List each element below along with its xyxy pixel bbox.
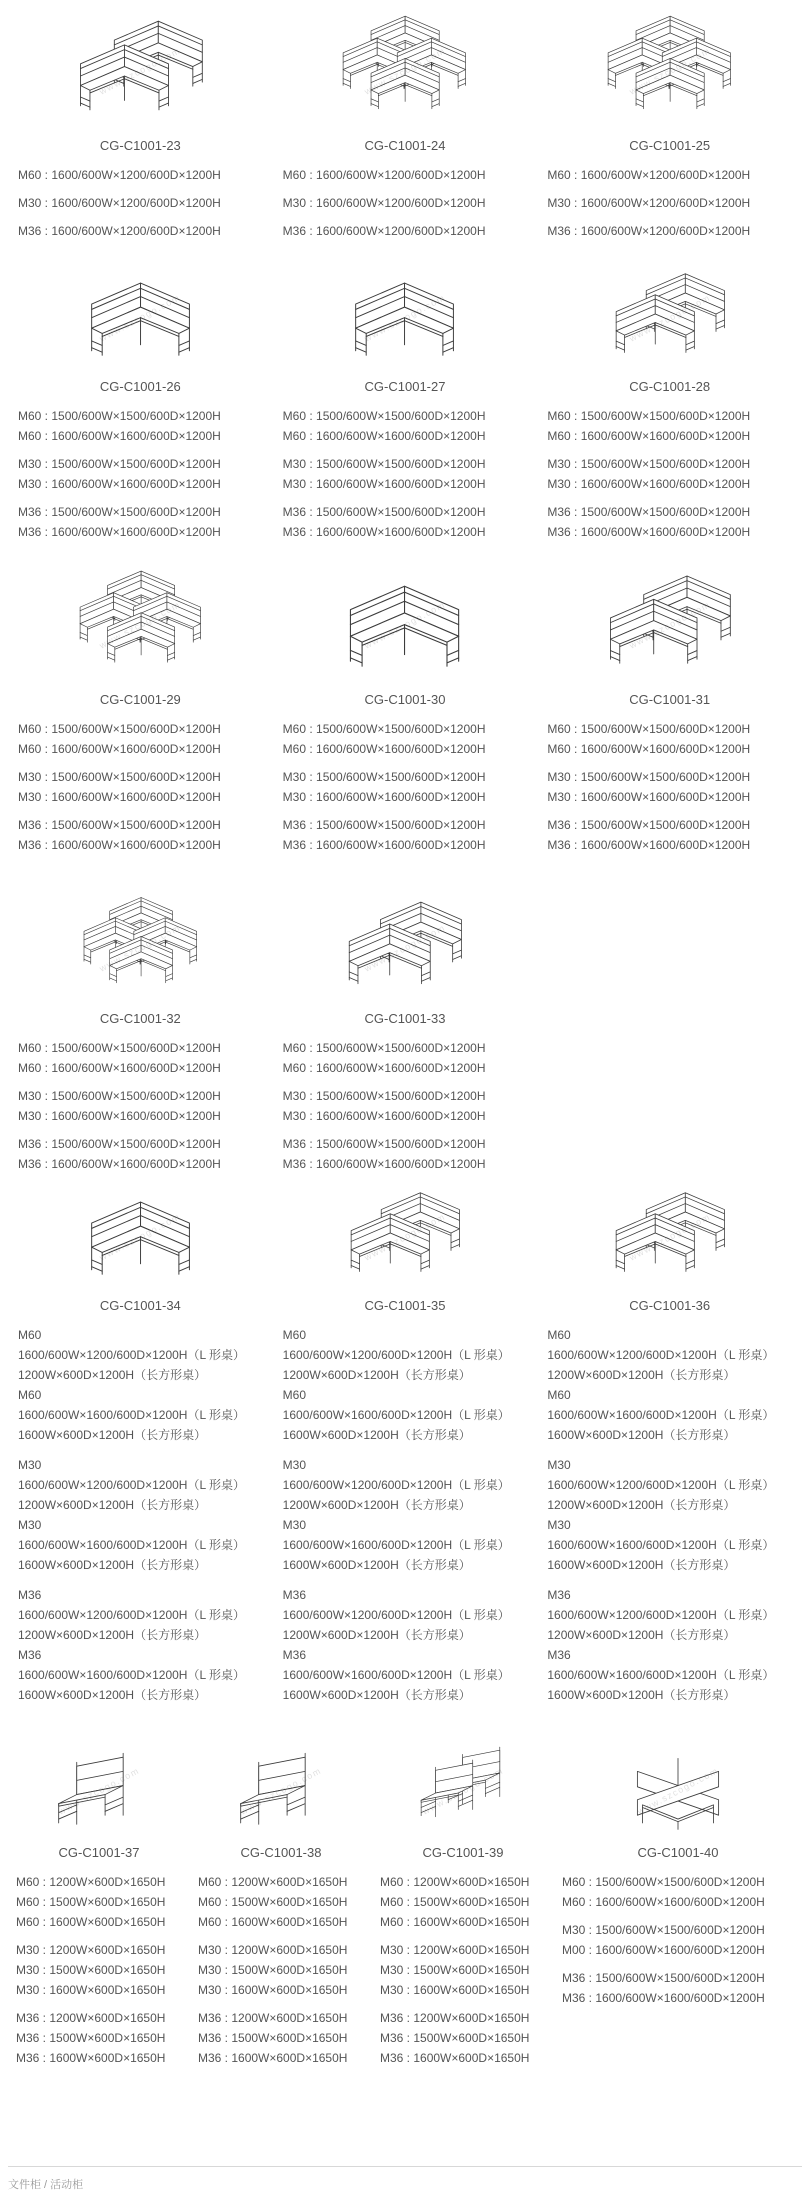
spec-line: M60 : 1200W×600D×1650H — [198, 1875, 348, 1889]
spec-line: 1600/600W×1600/600D×1200H（L 形桌） — [18, 1668, 246, 1682]
spec-group — [547, 719, 796, 759]
product-specs — [14, 1325, 267, 1705]
product-card — [273, 556, 538, 855]
spec-line: M30 : 1600/600W×1600/600D×1200H — [282, 1109, 486, 1123]
spec-line: M36 : 1200W×600D×1650H — [380, 2011, 530, 2025]
spec-line: 1600/600W×1600/600D×1200H（L 形桌） — [547, 1408, 775, 1422]
spec-line: M60 : 1200W×600D×1650H — [380, 1875, 530, 1889]
spec-group — [283, 767, 532, 807]
spec-group — [283, 193, 532, 213]
spec-line: M30 — [18, 1518, 42, 1532]
spec-line: M36 : 1500/600W×1500/600D×1200H — [282, 1137, 486, 1151]
spec-line: M60 : 1600/600W×1600/600D×1200H — [547, 429, 751, 443]
spec-line: M60 — [18, 1328, 42, 1342]
watermark: www.szcogo.com — [98, 1211, 183, 1263]
spec-line: M30 : 1200W×600D×1650H — [380, 1943, 530, 1957]
spec-line: M30 : 1500/600W×1500/600D×1200H — [547, 770, 751, 784]
spec-line: M36 : 1500/600W×1500/600D×1200H — [547, 818, 751, 832]
spec-group — [547, 193, 796, 213]
spec-line: M36 : 1600/600W×1600/600D×1200H — [547, 525, 751, 539]
l-workstation-illustration — [279, 255, 532, 367]
spec-line: 1600/600W×1200/600D×1200H（L 形桌） — [18, 1478, 246, 1492]
product-row — [0, 883, 810, 1174]
spec-line: M36 : 1600/600W×1600/600D×1200H — [282, 1157, 486, 1171]
product-code: CG-C1001-35 — [364, 1298, 446, 1313]
spec-line: M36 : 1600/600W×1600/600D×1200H — [282, 838, 486, 852]
spec-line: M36 : 1500/600W×1500/600D×1200H — [18, 505, 221, 519]
spec-group — [283, 1325, 532, 1445]
watermark: www.szcogo.com — [98, 44, 183, 97]
spec-group — [18, 1585, 267, 1705]
product-specs — [14, 719, 267, 855]
spec-group — [283, 1038, 532, 1078]
watermark: www.szcogo.com — [98, 922, 183, 974]
spec-line: M60 : 1600/600W×1600/600D×1200H — [18, 1061, 221, 1075]
spec-line: M30 : 1500/600W×1500/600D×1200H — [18, 1089, 221, 1103]
spec-group — [18, 1134, 267, 1174]
product-specs — [279, 1325, 532, 1705]
product-specs — [194, 1872, 368, 2068]
spec-line: M30 : 1600/600W×1600/600D×1200H — [547, 477, 751, 491]
product-specs — [279, 1038, 532, 1174]
product-specs — [279, 406, 532, 542]
spec-line: M30 — [282, 1458, 307, 1472]
spec-line: M60 : 1500W×600D×1650H — [16, 1895, 166, 1909]
spec-group — [547, 1455, 796, 1575]
spec-line: M60 — [18, 1388, 42, 1402]
spec-line: 1600W×600D×1200H（长方形桌） — [547, 1428, 736, 1442]
spec-line: M36 : 1200W×600D×1650H — [16, 2011, 166, 2025]
spec-group — [18, 221, 267, 241]
spec-line: M36 : 1500/600W×1500/600D×1200H — [562, 1971, 765, 1985]
spec-line: 1200W×600D×1200H（长方形桌） — [547, 1498, 736, 1512]
spec-line: M60 : 1500/600W×1500/600D×1200H — [18, 1041, 221, 1055]
product-code: CG-C1001-23 — [99, 138, 181, 153]
spec-group — [18, 1325, 267, 1445]
product-card — [8, 255, 273, 542]
product-code: CG-C1001-34 — [99, 1298, 181, 1313]
spec-line: 1600/600W×1200/600D×1200H（L 形桌） — [282, 1478, 510, 1492]
product-code: CG-C1001-39 — [422, 1845, 504, 1860]
product-card — [8, 0, 273, 241]
product-row — [0, 0, 810, 241]
spec-line: M30 : 1600/600W×1200/600D×1200H — [18, 196, 221, 210]
product-card — [273, 255, 538, 542]
product-specs — [543, 719, 796, 855]
spec-group — [18, 1038, 267, 1078]
spec-line: M60 : 1600/600W×1600/600D×1200H — [282, 429, 486, 443]
product-code: CG-C1001-36 — [629, 1298, 711, 1313]
l-workstation-cluster-2-illustration — [279, 883, 532, 999]
spec-group — [283, 1134, 532, 1174]
spec-group — [380, 2008, 550, 2068]
spec-line: 1600/600W×1600/600D×1200H（L 形桌） — [282, 1538, 510, 1552]
product-code: CG-C1001-37 — [58, 1845, 140, 1860]
straight-desk-high-screen-illustration — [12, 1737, 186, 1833]
spec-line: 1600/600W×1200/600D×1200H（L 形桌） — [547, 1608, 775, 1622]
spec-line: M60 : 1500/600W×1500/600D×1200H — [18, 722, 221, 736]
spec-line: M36 : 1500W×600D×1650H — [198, 2031, 348, 2045]
spec-group — [18, 1086, 267, 1126]
spec-line: M60 : 1600/600W×1600/600D×1200H — [18, 742, 221, 756]
product-code: CG-C1001-40 — [637, 1845, 719, 1860]
spec-line: M60 — [547, 1328, 571, 1342]
spec-line: M60 — [282, 1388, 307, 1402]
footer-category-label: 文件柜 / 活动柜 — [8, 2179, 84, 2191]
spec-group — [283, 165, 532, 185]
l-workstation-cluster-2-illustration — [543, 556, 796, 680]
straight-desk-pair-high-screen-illustration — [376, 1737, 550, 1833]
spec-line: M30 : 1500/600W×1500/600D×1200H — [18, 457, 221, 471]
spec-line: M30 : 1600/600W×1200/600D×1200H — [547, 196, 751, 210]
spec-group — [547, 221, 796, 241]
l-workstation-cluster-4-illustration — [543, 0, 796, 126]
spec-line: M36 : 1500/600W×1500/600D×1200H — [282, 505, 486, 519]
spec-line: 1600/600W×1600/600D×1200H（L 形桌） — [18, 1538, 246, 1552]
product-card — [190, 1737, 372, 2068]
spec-line: 1200W×600D×1200H（长方形桌） — [282, 1498, 471, 1512]
spec-line: 1600/600W×1600/600D×1200H（L 形桌） — [547, 1538, 775, 1552]
spec-line: 1600W×600D×1200H（长方形桌） — [18, 1558, 207, 1572]
spec-group — [18, 406, 267, 446]
spec-line: M30 : 1500W×600D×1650H — [380, 1963, 530, 1977]
l-workstation-illustration — [279, 556, 532, 680]
spec-line: 1600/600W×1600/600D×1200H（L 形桌） — [282, 1668, 510, 1682]
product-code: CG-C1001-38 — [240, 1845, 322, 1860]
l-workstation-illustration — [14, 1174, 267, 1286]
spec-line: M36 : 1600W×600D×1650H — [198, 2051, 348, 2065]
spec-group — [16, 2008, 186, 2068]
product-specs — [279, 165, 532, 241]
spec-line: M36 — [547, 1648, 571, 1662]
product-specs — [543, 165, 796, 241]
spec-line: M36 : 1600/600W×1600/600D×1200H — [18, 1157, 221, 1171]
spec-line: 1200W×600D×1200H（长方形桌） — [547, 1368, 736, 1382]
spec-group — [283, 221, 532, 241]
spec-group — [283, 454, 532, 494]
spec-line: 1200W×600D×1200H（长方形桌） — [18, 1498, 207, 1512]
spec-group — [16, 1940, 186, 2000]
spec-line: M36 : 1500/600W×1500/600D×1200H — [547, 505, 751, 519]
spec-line: M30 : 1500/600W×1500/600D×1200H — [562, 1923, 765, 1937]
spec-group — [547, 1325, 796, 1445]
spec-line: M60 : 1600/600W×1200/600D×1200H — [18, 168, 221, 182]
spec-group — [562, 1920, 798, 1960]
product-card — [8, 883, 273, 1174]
spec-line: 1600W×600D×1200H（长方形桌） — [547, 1558, 736, 1572]
watermark: www.szcogo.com — [362, 922, 448, 974]
product-specs — [14, 165, 267, 241]
product-card — [8, 556, 273, 855]
spec-line: M36 — [282, 1588, 307, 1602]
spec-line: M60 : 1600/600W×1600/600D×1200H — [282, 742, 486, 756]
product-card — [273, 1174, 538, 1715]
spec-line: M30 : 1600W×600D×1650H — [16, 1983, 166, 1997]
l-workstation-cluster-2-illustration — [14, 0, 267, 126]
spec-line: M60 : 1600/600W×1200/600D×1200H — [547, 168, 751, 182]
product-code: CG-C1001-28 — [629, 379, 711, 394]
spec-group — [547, 1585, 796, 1705]
spec-line: M30 : 1500/600W×1500/600D×1200H — [18, 770, 221, 784]
spec-group — [198, 1872, 368, 1932]
spec-line: M60 — [282, 1328, 307, 1342]
spec-line: M60 : 1500/600W×1500/600D×1200H — [547, 722, 751, 736]
spec-group — [18, 719, 267, 759]
watermark: www.szcogo.com — [627, 599, 712, 652]
watermark: www.szcogo.com — [627, 44, 712, 97]
spec-line: M60 : 1500/600W×1500/600D×1200H — [562, 1875, 765, 1889]
product-code: CG-C1001-32 — [99, 1011, 181, 1026]
spec-line: M60 : 1600W×600D×1650H — [380, 1915, 530, 1929]
spec-group — [547, 815, 796, 855]
spec-line: 1600/600W×1200/600D×1200H（L 形桌） — [547, 1348, 775, 1362]
spec-line: M30 : 1500/600W×1500/600D×1200H — [282, 457, 486, 471]
spec-group — [18, 193, 267, 213]
spec-line: M36 : 1600/600W×1200/600D×1200H — [18, 224, 221, 238]
spec-line: M36 : 1500/600W×1500/600D×1200H — [282, 818, 486, 832]
spec-group — [18, 1455, 267, 1575]
spec-line: 1200W×600D×1200H（长方形桌） — [18, 1628, 207, 1642]
spec-line: M60 : 1600W×600D×1650H — [16, 1915, 166, 1929]
spec-group — [18, 767, 267, 807]
spec-line: 1200W×600D×1200H（长方形桌） — [18, 1368, 207, 1382]
l-workstation-cluster-2-illustration — [279, 1174, 532, 1286]
watermark: www.szcogo.com — [362, 292, 448, 344]
product-row — [0, 255, 810, 542]
watermark: www.szcogo.com — [627, 292, 712, 344]
spec-line: M36 — [547, 1588, 571, 1602]
spec-group — [283, 1585, 532, 1705]
spec-line: M36 : 1600/600W×1200/600D×1200H — [547, 224, 751, 238]
spec-line: M60 : 1500/600W×1500/600D×1200H — [18, 409, 221, 423]
spec-line: M60 : 1600/600W×1600/600D×1200H — [282, 1061, 486, 1075]
l-workstation-cluster-4-illustration — [14, 556, 267, 680]
spec-line: M36 : 1500/600W×1500/600D×1200H — [18, 1137, 221, 1151]
product-card — [8, 1174, 273, 1715]
spec-line: M60 : 1600W×600D×1650H — [198, 1915, 348, 1929]
spec-group — [283, 815, 532, 855]
spec-line: M60 — [547, 1388, 571, 1402]
product-specs — [12, 1872, 186, 2068]
spec-line: 1600/600W×1200/600D×1200H（L 形桌） — [547, 1478, 775, 1492]
spec-group — [283, 719, 532, 759]
watermark: www.szcogo.com — [635, 1765, 721, 1817]
product-code: CG-C1001-33 — [364, 1011, 446, 1026]
watermark: www.szcogo.com — [98, 292, 183, 344]
spec-group — [16, 1872, 186, 1932]
product-card — [537, 556, 802, 855]
spec-line: M30 : 1600/600W×1200/600D×1200H — [282, 196, 486, 210]
spec-line: M36 : 1600/600W×1600/600D×1200H — [18, 525, 221, 539]
spec-line: 1200W×600D×1200H（长方形桌） — [547, 1628, 736, 1642]
spec-line: M30 : 1600/600W×1600/600D×1200H — [18, 790, 221, 804]
l-workstation-cluster-4-illustration — [279, 0, 532, 126]
watermark: www.szcogo.com — [56, 1765, 142, 1817]
spec-line: M30 : 1500W×600D×1650H — [198, 1963, 348, 1977]
product-card — [537, 1174, 802, 1715]
spec-line: M36 — [18, 1648, 42, 1662]
product-specs — [14, 1038, 267, 1174]
spec-line: 1600/600W×1200/600D×1200H（L 形桌） — [18, 1348, 246, 1362]
product-code: CG-C1001-27 — [364, 379, 446, 394]
spec-line: M36 : 1600/600W×1600/600D×1200H — [18, 838, 221, 852]
spec-line: 1600/600W×1600/600D×1200H（L 形桌） — [547, 1668, 775, 1682]
spec-line: M60 : 1500W×600D×1650H — [198, 1895, 348, 1909]
product-card — [8, 1737, 190, 2068]
l-workstation-illustration — [14, 255, 267, 367]
spec-line: M36 : 1500/600W×1500/600D×1200H — [18, 818, 221, 832]
spec-line: M30 — [547, 1518, 571, 1532]
spec-group — [547, 406, 796, 446]
spec-line: M60 : 1500W×600D×1650H — [380, 1895, 530, 1909]
product-card — [554, 1737, 802, 2068]
product-card — [537, 0, 802, 241]
spec-line: 1600/600W×1600/600D×1200H（L 形桌） — [18, 1408, 246, 1422]
spec-line: M36 : 1600/600W×1600/600D×1200H — [282, 525, 486, 539]
spec-group — [547, 454, 796, 494]
spec-line: M30 : 1600/600W×1600/600D×1200H — [282, 790, 486, 804]
spec-line: M30 : 1500/600W×1500/600D×1200H — [282, 770, 486, 784]
watermark: www.szcogo.com — [362, 599, 448, 652]
spec-line: M60 : 1600/600W×1600/600D×1200H — [18, 429, 221, 443]
spec-line: 1600W×600D×1200H（长方形桌） — [547, 1688, 736, 1702]
spec-line: M00 : 1600/600W×1600/600D×1200H — [562, 1943, 765, 1957]
spec-line: M60 : 1500/600W×1500/600D×1200H — [282, 409, 486, 423]
spec-line: M36 — [282, 1648, 307, 1662]
spec-line: M60 : 1600/600W×1600/600D×1200H — [562, 1895, 765, 1909]
spec-line: M60 : 1500/600W×1500/600D×1200H — [282, 722, 486, 736]
l-workstation-cluster-2-illustration — [543, 1174, 796, 1286]
spec-group — [198, 2008, 368, 2068]
product-specs — [279, 719, 532, 855]
spec-group — [562, 1968, 798, 2008]
spec-line: M36 : 1500W×600D×1650H — [380, 2031, 530, 2045]
spec-line: M30 : 1600W×600D×1650H — [198, 1983, 348, 1997]
page-footer — [8, 2166, 802, 2193]
spec-line: 1200W×600D×1200H（长方形桌） — [282, 1628, 471, 1642]
l-workstation-cluster-2-illustration — [543, 255, 796, 367]
straight-desk-high-screen-illustration — [194, 1737, 368, 1833]
spec-line: 1600W×600D×1200H（长方形桌） — [18, 1428, 207, 1442]
spec-group — [18, 815, 267, 855]
watermark: www.szcogo.com — [627, 1211, 712, 1263]
product-specs — [14, 406, 267, 542]
spec-line: M30 : 1200W×600D×1650H — [16, 1943, 166, 1957]
spec-line: M36 — [18, 1588, 42, 1602]
product-specs — [543, 1325, 796, 1705]
spec-line: 1600/600W×1200/600D×1200H（L 形桌） — [282, 1608, 510, 1622]
watermark: www.szcogo.com — [362, 44, 448, 97]
cross-cluster-high-screen-illustration — [558, 1737, 798, 1833]
spec-line: M30 — [18, 1458, 42, 1472]
product-code: CG-C1001-30 — [364, 692, 446, 707]
spec-group — [283, 406, 532, 446]
spec-line: M36 : 1500W×600D×1650H — [16, 2031, 166, 2045]
spec-line: M30 : 1200W×600D×1650H — [198, 1943, 348, 1957]
spec-group — [547, 767, 796, 807]
spec-group — [380, 1940, 550, 2000]
spec-line: M30 : 1500/600W×1500/600D×1200H — [282, 1089, 486, 1103]
spec-group — [18, 454, 267, 494]
spec-line: 1600/600W×1200/600D×1200H（L 形桌） — [282, 1348, 510, 1362]
spec-line: 1600/600W×1600/600D×1200H（L 形桌） — [282, 1408, 510, 1422]
spec-line: M30 : 1500/600W×1500/600D×1200H — [547, 457, 751, 471]
footer-divider — [8, 2166, 802, 2167]
spec-line: M60 : 1600/600W×1200/600D×1200H — [282, 168, 486, 182]
spec-line: M30 : 1600/600W×1600/600D×1200H — [18, 1109, 221, 1123]
product-card — [273, 0, 538, 241]
product-specs — [558, 1872, 798, 2008]
spec-group — [547, 165, 796, 185]
spec-line: M36 : 1600W×600D×1650H — [380, 2051, 530, 2065]
watermark: www.szcogo.com — [98, 599, 183, 652]
product-code: CG-C1001-25 — [629, 138, 711, 153]
spec-line: M60 : 1500/600W×1500/600D×1200H — [282, 1041, 486, 1055]
spec-line: M30 : 1600/600W×1600/600D×1200H — [547, 790, 751, 804]
spec-line: M36 : 1200W×600D×1650H — [198, 2011, 348, 2025]
watermark: www.szcogo.com — [420, 1765, 506, 1817]
spec-line: M36 : 1600W×600D×1650H — [16, 2051, 166, 2065]
spec-group — [283, 1086, 532, 1126]
spec-group — [283, 1455, 532, 1575]
spec-group — [18, 165, 267, 185]
product-row — [0, 1174, 810, 1715]
spec-group — [562, 1872, 798, 1912]
watermark: www.szcogo.com — [362, 1211, 448, 1263]
product-row — [0, 1737, 810, 2068]
product-row — [0, 556, 810, 855]
spec-line: M30 — [547, 1458, 571, 1472]
spec-line: M60 : 1200W×600D×1650H — [16, 1875, 166, 1889]
spec-line: 1600W×600D×1200H（长方形桌） — [18, 1688, 207, 1702]
spec-line: 1600/600W×1200/600D×1200H（L 形桌） — [18, 1608, 246, 1622]
spec-line: M30 : 1500W×600D×1650H — [16, 1963, 166, 1977]
product-code: CG-C1001-31 — [629, 692, 711, 707]
spec-line: M60 : 1600/600W×1600/600D×1200H — [547, 742, 751, 756]
product-card — [372, 1737, 554, 2068]
spec-group — [198, 1940, 368, 2000]
spec-group — [547, 502, 796, 542]
spec-line: M36 : 1600/600W×1600/600D×1200H — [562, 1991, 765, 2005]
product-code: CG-C1001-24 — [364, 138, 446, 153]
product-code: CG-C1001-26 — [99, 379, 181, 394]
spec-line: M36 : 1600/600W×1200/600D×1200H — [282, 224, 486, 238]
spec-line: M30 — [282, 1518, 307, 1532]
spec-line: 1600W×600D×1200H（长方形桌） — [282, 1688, 471, 1702]
spec-line: M30 : 1600W×600D×1650H — [380, 1983, 530, 1997]
product-code: CG-C1001-29 — [99, 692, 181, 707]
spec-line: M30 : 1600/600W×1600/600D×1200H — [18, 477, 221, 491]
spec-group — [18, 502, 267, 542]
spec-line: 1200W×600D×1200H（长方形桌） — [282, 1368, 471, 1382]
spec-line: M36 : 1600/600W×1600/600D×1200H — [547, 838, 751, 852]
product-specs — [376, 1872, 550, 2068]
spec-line: 1600W×600D×1200H（长方形桌） — [282, 1558, 471, 1572]
spec-line: 1600W×600D×1200H（长方形桌） — [282, 1428, 471, 1442]
l-workstation-cluster-4-illustration — [14, 883, 267, 999]
product-specs — [543, 406, 796, 542]
spec-line: M60 : 1500/600W×1500/600D×1200H — [547, 409, 751, 423]
spec-line: M30 : 1600/600W×1600/600D×1200H — [282, 477, 486, 491]
spec-group — [283, 502, 532, 542]
product-card — [537, 255, 802, 542]
product-card — [273, 883, 538, 1174]
spec-group — [380, 1872, 550, 1932]
watermark: www.szcogo.com — [238, 1765, 324, 1817]
